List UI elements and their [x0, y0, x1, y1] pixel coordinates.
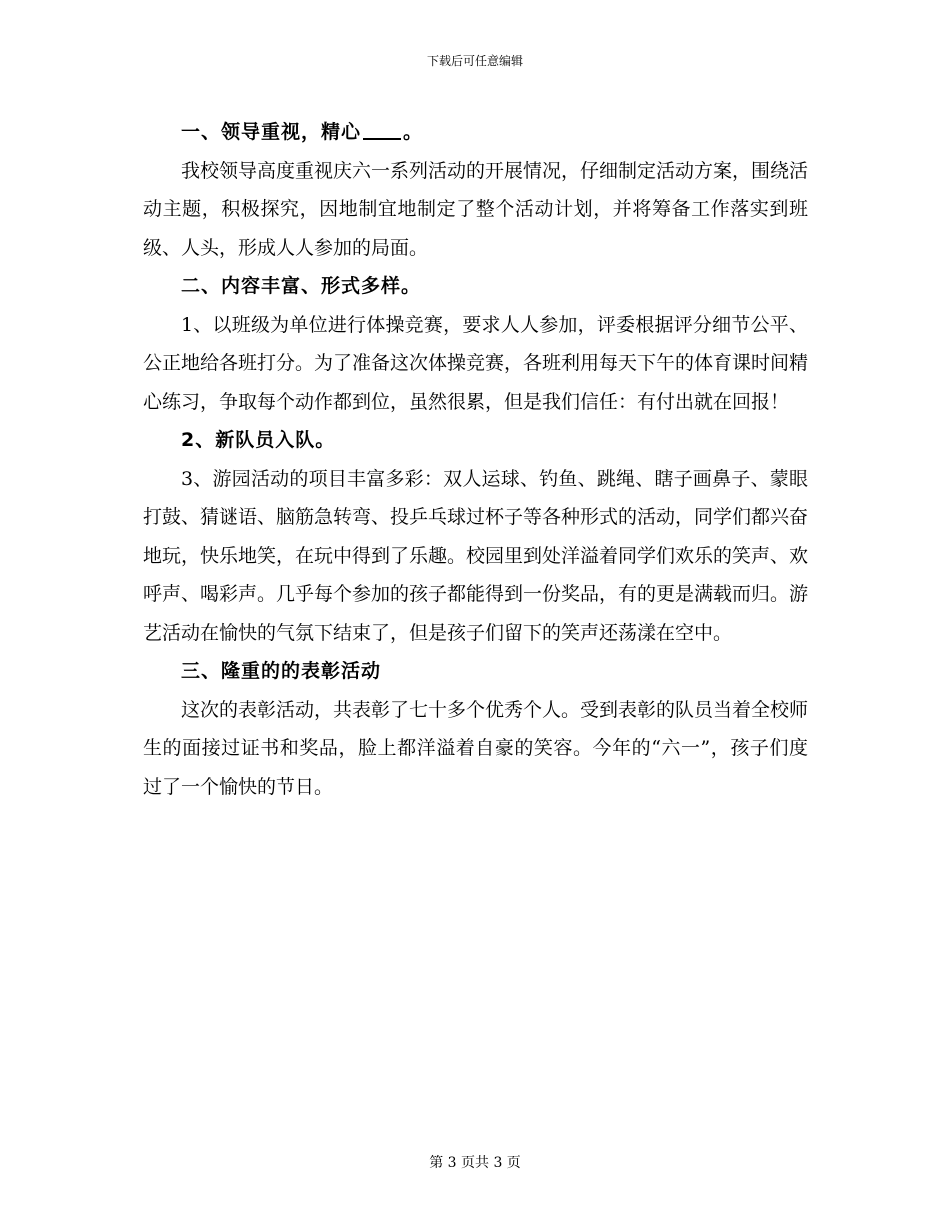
- heading-suffix: 。: [403, 121, 424, 143]
- subheading-new-members: 2、新队员入队。: [181, 429, 336, 451]
- page-header: 下载后可任意编辑: [426, 54, 523, 68]
- page-number-footer: 第 3 页共 3 页: [429, 1155, 521, 1171]
- document-body: [143, 113, 808, 806]
- paragraph-gymnastics: 1、以班级为单位进行体操竞赛，要求人人参加，评委根据评分细节公平、公正地给各班打分。为了准备这次体操竞赛，各班利用每天下午的体育课时间精心练习，争取每个动作都到位，虽然很累，但是我们信任：有付出就在回报！: [143, 313, 809, 413]
- heading-text: 一、领导重视，精心: [181, 121, 362, 143]
- paragraph-leadership: 我校领导高度重视庆六一系列活动的开展情况，仔细制定活动方案，围绕活动主题，积极探究，因地制宜地制定了整个活动计划，并将筹备工作落实到班级、人头，形成人人参加的局面。: [143, 159, 809, 259]
- section-heading-commendation: 三、隆重的的表彰活动: [181, 660, 382, 682]
- section-heading-content: 二、内容丰富、形式多样。: [181, 275, 422, 297]
- fill-in-blank: [363, 137, 401, 140]
- paragraph-garden-party: 3、游园活动的项目丰富多彩：双人运球、钓鱼、跳绳、瞎子画鼻子、蒙眼打鼓、猜谜语、脑筋急转弯、投乒乓球过杯子等各种形式的活动，同学们都兴奋地玩，快乐地笑，在玩中得到了乐趣。校园里到处洋溢着同学们欢乐的笑声、欢呼声、喝彩声。几乎每个参加的孩子都能得到一份奖品，有的更是满载而归。游艺活动在愉快的气氛下结束了，但是孩子们留下的笑声还荡漾在空中。: [143, 467, 809, 644]
- section-heading-leadership: [143, 113, 808, 152]
- paragraph-commendation: 这次的表彰活动，共表彰了七十多个优秀个人。受到表彰的队员当着全校师生的面接过证书和奖品，脸上都洋溢着自豪的笑容。今年的“六一”，孩子们度过了一个愉快的节日。: [143, 698, 809, 798]
